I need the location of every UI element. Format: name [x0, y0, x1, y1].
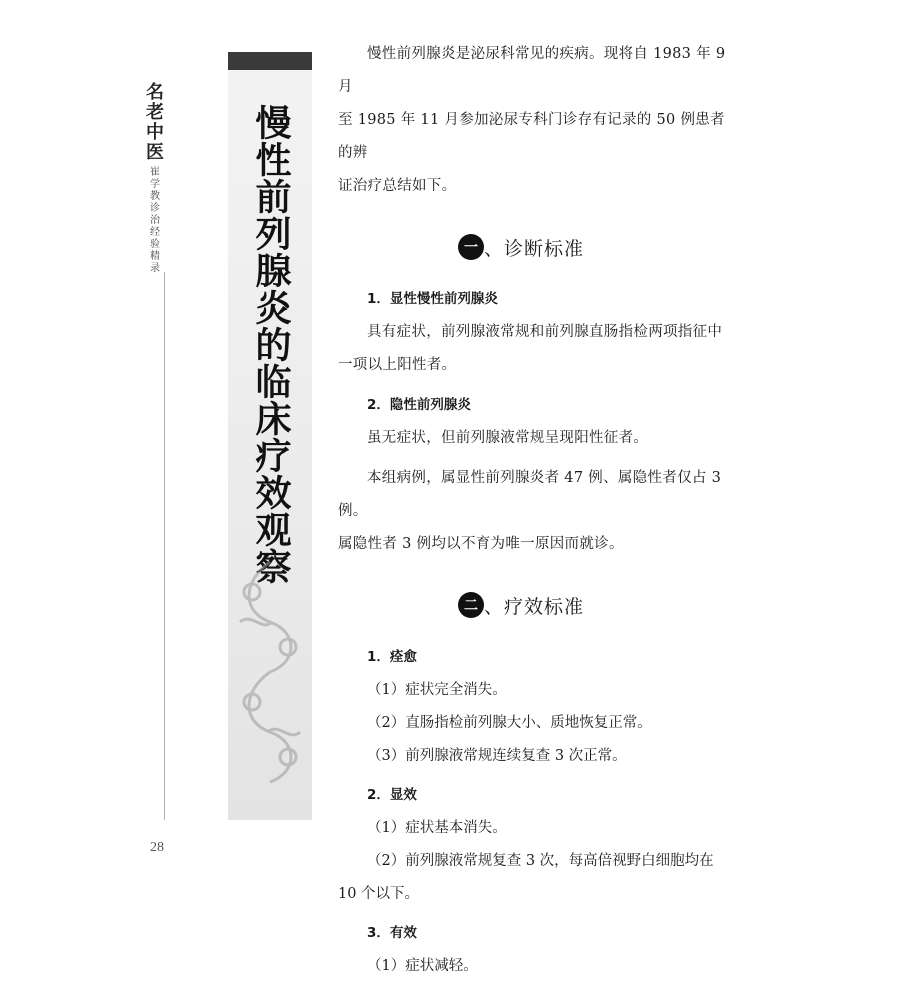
list-item: （2）直肠指检前列腺大小、质地恢复正常。 — [367, 715, 652, 731]
section-number-badge: 一 — [458, 234, 484, 260]
list-item: （1）症状减轻。 — [367, 958, 478, 974]
intro-line: 至 1985 年 11 月参加泌尿专科门诊存有记录的 50 例患者的辨 — [338, 112, 725, 161]
paragraph: 虽无症状，但前列腺液常规呈现阳性征者。 — [367, 430, 649, 446]
floral-ornament-icon — [232, 552, 308, 812]
list-item-continuation: 10 个以下。 — [338, 886, 420, 902]
section-number-badge: 二 — [458, 592, 484, 618]
list-item: （1）症状基本消失。 — [367, 820, 507, 836]
subheading: 2．隐性前列腺炎 — [367, 397, 471, 413]
section-title: 、诊断标准 — [484, 237, 585, 260]
intro-line: 慢性前列腺炎是泌尿科常见的疾病。现将自 1983 年 9 月 — [338, 46, 726, 95]
subheading: 3．有效 — [367, 925, 417, 941]
subheading: 1．显性慢性前列腺炎 — [367, 291, 498, 307]
series-title: 名老中医 — [143, 82, 164, 162]
section-heading-diagnosis — [458, 227, 728, 267]
list-item: （1）症状完全消失。 — [367, 682, 507, 698]
chapter-title-band — [228, 52, 312, 820]
chapter-title: 慢性前列腺炎的临床疗效观察 — [250, 104, 291, 585]
subheading: 2．显效 — [367, 787, 417, 803]
section-title: 、疗效标准 — [484, 595, 585, 618]
series-label — [140, 82, 166, 274]
intro-line: 证治疗总结如下。 — [338, 178, 457, 194]
list-item — [338, 845, 728, 878]
paragraph — [338, 316, 728, 382]
intro-paragraph — [338, 38, 728, 203]
text-line: 属隐性者 3 例均以不育为唯一原因而就诊。 — [338, 536, 624, 552]
paragraph — [338, 462, 728, 561]
text-line: （2）前列腺液常规复查 3 次，每高倍视野白细胞均在 — [367, 853, 714, 869]
text-line: 一项以上阳性者。 — [338, 357, 457, 373]
text-line: 本组病例，属显性前列腺炎者 47 例、属隐性者仅占 3 例。 — [338, 470, 722, 519]
text-line: 具有症状，前列腺液常规和前列腺直肠指检两项指征中 — [367, 324, 723, 340]
list-item: （3）前列腺液常规连续复查 3 次正常。 — [367, 748, 627, 764]
title-band-header-bar — [228, 52, 312, 70]
series-subtitle: 崔学教诊治经验精录 — [147, 166, 159, 274]
section-heading-efficacy — [458, 585, 728, 625]
page-number: 28 — [150, 840, 164, 855]
subheading: 1．痊愈 — [367, 649, 417, 665]
page-body — [338, 38, 728, 983]
margin-divider — [164, 272, 165, 820]
